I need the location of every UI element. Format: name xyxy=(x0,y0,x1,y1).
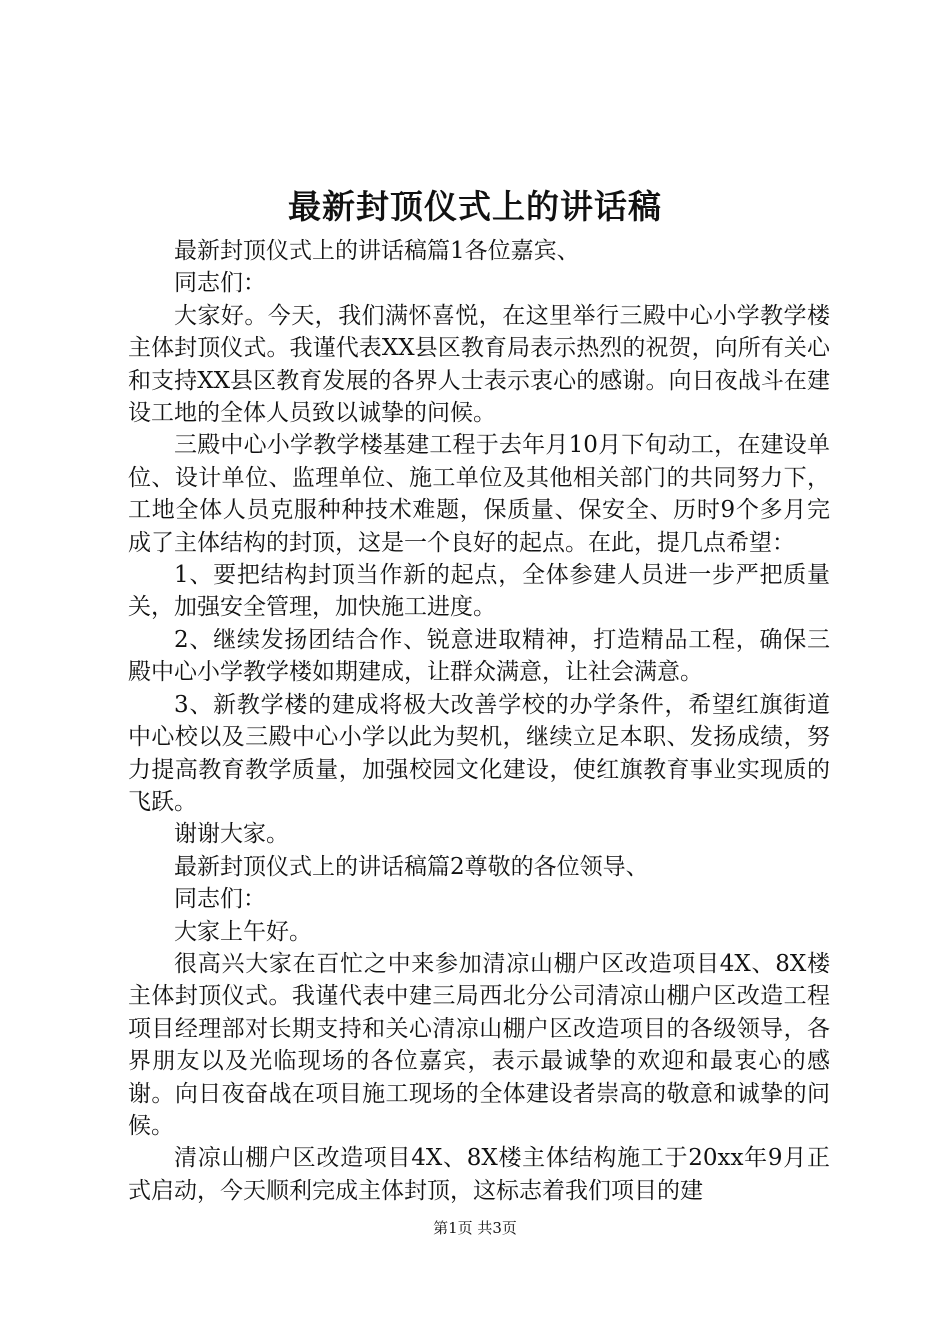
paragraph: 2、继续发扬团结合作、锐意进取精神，打造精品工程，确保三殿中心小学教学楼如期建成，让群众满意，让社会满意。 xyxy=(128,626,830,686)
paragraph: 同志们： xyxy=(174,886,266,913)
document-body xyxy=(128,235,830,1207)
paragraph: 谢谢大家。 xyxy=(174,821,289,848)
paragraph: 同志们： xyxy=(174,270,266,297)
document-title: 最新封顶仪式上的讲话稿 xyxy=(288,187,662,226)
paragraph: 清凉山棚户区改造项目4X、8X楼主体结构施工于20xx年9月正式启动，今天顺利完成主体封顶，这标志着我们项目的建 xyxy=(128,1145,830,1204)
paragraph: 大家好。今天，我们满怀喜悦，在这里举行三殿中心小学教学楼主体封顶仪式。我谨代表XX县区教育局表示热烈的祝贺，向所有关心和支持XX县区教育发展的各界人士表示衷心的感谢。向日夜战斗在建设工地的全体人员致以诚挚的问候。 xyxy=(128,302,830,427)
paragraph: 3、新教学楼的建成将极大改善学校的办学条件，希望红旗街道中心校以及三殿中心小学以此为契机，继续立足本职、发扬成绩，努力提高教育教学质量，加强校园文化建设，使红旗教育事业实现质的飞跃。 xyxy=(128,691,830,815)
paragraph: 最新封顶仪式上的讲话稿篇2尊敬的各位领导、 xyxy=(174,853,649,880)
paragraph: 最新封顶仪式上的讲话稿篇1各位嘉宾、 xyxy=(174,238,580,264)
paragraph: 大家上午好。 xyxy=(174,918,312,945)
page-footer: 第1页 共3页 xyxy=(433,1219,517,1237)
paragraph: 很高兴大家在百忙之中来参加清凉山棚户区改造项目4X、8X楼主体封顶仪式。我谨代表中建三局西北分公司清凉山棚户区改造工程项目经理部对长期支持和关心清凉山棚户区改造项目的各级领导，各界朋友以及光临现场的各位嘉宾，表示最诚挚的欢迎和最衷心的感谢。向日夜奋战在项目施工现场的全体建设者崇高的敬意和诚挚的问候。 xyxy=(128,950,830,1139)
paragraph: 1、要把结构封顶当作新的起点，全体参建人员进一步严把质量关，加强安全管理，加快施工进度。 xyxy=(128,562,830,621)
paragraph: 三殿中心小学教学楼基建工程于去年月10月下旬动工，在建设单位、设计单位、监理单位、施工单位及其他相关部门的共同努力下，工地全体人员克服种种技术难题，保质量、保安全、历时9个多月完成了主体结构的封顶，这是一个良好的起点。在此，提几点希望： xyxy=(128,432,830,556)
